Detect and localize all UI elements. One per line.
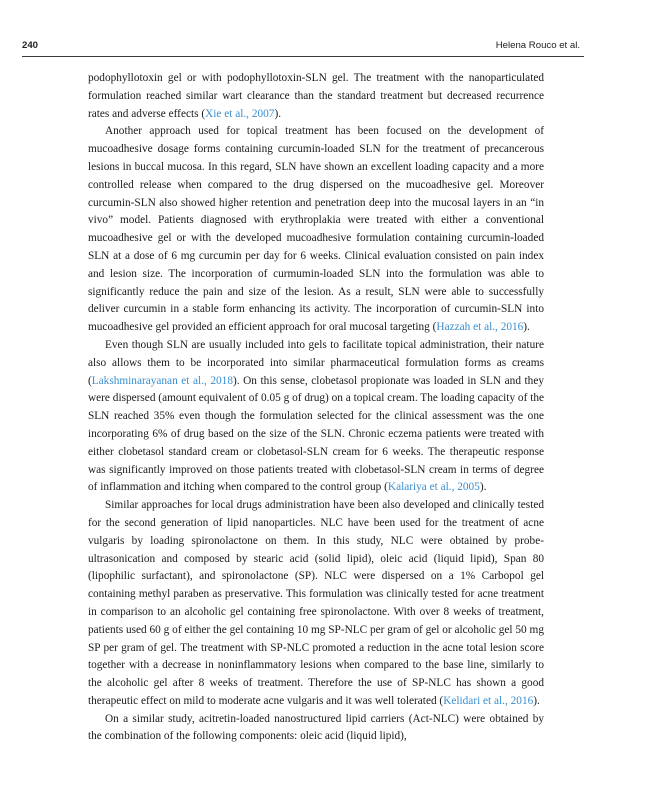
paragraph	[88, 123, 544, 337]
paragraph-text: ).	[274, 107, 282, 120]
paragraph	[88, 497, 544, 711]
body-text	[88, 70, 544, 746]
citation-link[interactable]: Hazzah et al., 2016	[436, 321, 524, 334]
paragraph-text: ). On this sense, clobetasol propionate was loaded in SLN and they were dispersed (amount equivalent of 0.05 g of drug) on a topical cream. The loading capacity of the SLN reached 35% even though the formulation selected for the clinical assessment was the one incorporating 6% of drug based on the size of the SLN. Chronic eczema patients were treated with either clobetasol standard cream or clobetasol-SLN cream for 6 weeks. The therapeutic response was significantly improved on those patients treated with clobetasol-SLN cream in terms of degree of inflammation and itching when compared to the control group (	[88, 374, 544, 494]
paragraph-text: On a similar study, acitretin-loaded nanostructured lipid carriers (Act-NLC) were obtained by the combination of the following components: oleic acid (liquid lipid),	[88, 712, 544, 743]
paragraph-text: Even though SLN are usually included into gels to facilitate topical administration, their nature also allows them to be incorporated into similar pharmaceutical formulation forms as creams (	[88, 338, 544, 387]
paragraph	[88, 711, 544, 747]
paragraph-text: podophyllotoxin gel or with podophyllotoxin-SLN gel. The treatment with the nanoparticulated formulation reached similar wart clearance than the standard treatment but decreased recurrence rates and adverse effects (	[88, 72, 544, 120]
page-number: 240	[22, 40, 39, 51]
paragraph	[88, 70, 544, 123]
paragraph-text: ).	[479, 481, 487, 494]
paragraph-text: Another approach used for topical treatment has been focused on the development of mucoadhesive dosage forms containing curcumin-loaded SLN for the treatment of precancerous lesions in buccal mucosa. In this regard, SLN have shown an excellent loading capacity and a more controlled release when compared to the drug dispersed on the mucoadhesive gel. Moreover curcumin-SLN also showed higher retention and penetration deep into the mucosal layers in an “in vivo” model. Patients diagnosed with erythroplakia were treated with either a conventional mucoadhesive gel or with the developed mucoadhesive formulation containing curcumin-loaded SLN at a dose of 6 mg curcumin per day for 6 weeks. Clinical evaluation consisted on pain index and lesion size. The incorporation of curmumin-loaded SLN into the formulation was able to significantly reduce the pain and size of the lesion. As a result, SLN were able to successfully deliver curcumin in a stable form enhancing its activity. The incorporation of curcumin-SLN into mucoadhesive gel provided an efficient approach for oral mucosal targeting (	[88, 125, 544, 334]
paragraph	[88, 337, 544, 497]
page-header	[22, 40, 580, 54]
citation-link[interactable]: Xie et al., 2007	[205, 107, 275, 120]
paragraph-text: ).	[533, 694, 540, 707]
running-head: Helena Rouco et al.	[495, 40, 580, 51]
paragraph-text: ).	[523, 321, 530, 334]
citation-link[interactable]: Lakshminarayanan et al., 2018	[91, 374, 233, 387]
citation-link[interactable]: Kelidari et al., 2016	[443, 694, 534, 707]
header-rule	[22, 56, 584, 57]
paragraph-text: Similar approaches for local drugs administration have been also developed and clinically tested for the second generation of lipid nanoparticles. NLC have been used for the treatment of acne vulgaris by loading spironolactone on them. In this study, NLC were obtained by probe-ultrasonication and composed by stearic acid (solid lipid), oleic acid (liquid lipid), Span 80 (lipophilic surfactant), and spironolactone (SP). NLC were dispersed on a 1% Carbopol gel containing methyl paraben as preservative. This formulation was clinically tested for acne treatment in comparison to an alcoholic gel containing free spironolactone. With over 8 weeks of treatment, patients used 60 g of either the gel containing 10 mg SP-NLC per gram of gel or alcoholic gel 50 mg SP per gram of gel. The treatment with SP-NLC promoted a reduction in the acne total lesion score together with a decrease in noninflammatory lesions when compared to the base line, similarly to the alcoholic gel after 8 weeks of treatment. Therefore the use of SP-NLC has shown a good therapeutic effect on mild to moderate acne vulgaris and it was well tolerated (	[88, 499, 544, 707]
citation-link[interactable]: Kalariya et al., 2005	[387, 481, 480, 494]
